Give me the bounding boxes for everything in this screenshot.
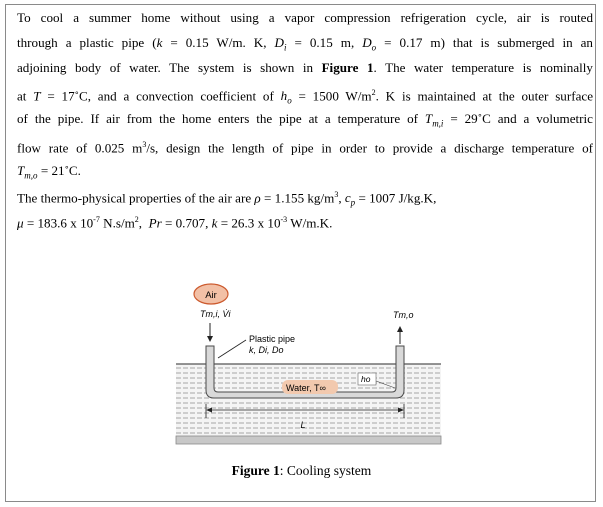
outlet-arrowhead (397, 326, 403, 332)
figure-reference: Figure 1 (321, 60, 374, 75)
problem-line-2: through a plastic pipe (k = 0.15 W/m. K, $D_i = 0.15$ m, $D_o = 0.17$ m) that is submerged in an (17, 35, 593, 53)
h-label: ho (361, 374, 371, 384)
pipe-leader-line (218, 340, 246, 358)
problem-line-9: μ = 183.6 x $10^{-7}$ $N.s/m^2$, Pr = 0.707, k = 26.3 x $10^{-3}$ W/m.K. (17, 215, 333, 231)
problem-line-1: To cool a summer home without using a vapor compression refrigeration cycle, air is routed (17, 10, 593, 25)
caption-text: : Cooling system (279, 463, 372, 478)
problem-line-6: flow rate of 0.025 $m^3/s$, design the length of pipe in order to provide a discharge temperature of (17, 140, 593, 156)
inlet-arrowhead (207, 336, 213, 342)
problem-line-4: at T = 17˚C, and a convection coefficient of $h_o = 1500$ $W/m^2$. K is maintained at the outer surface (17, 88, 594, 106)
problem-line-3a: adjoining body of water. The system is shown in (17, 60, 322, 75)
length-label: L (300, 420, 306, 430)
figure-caption (0, 463, 603, 479)
problem-line-8: The thermo-physical properties of the air are ρ = 1.155 $kg/m^3$, $c_p = 1007$ J/kg.K, (17, 190, 437, 208)
air-label: Air (205, 290, 217, 301)
problem-line-7: $T_{m,o}$ = 21˚C. (17, 163, 81, 181)
caption-prefix: Figure 1 (231, 463, 280, 478)
inlet-label: Tm,i, V̇i (200, 309, 231, 319)
water-label: Water, T∞ (286, 383, 326, 393)
ground-base (176, 436, 441, 444)
pipe-label-line-1: Plastic pipe (249, 334, 296, 344)
problem-line-3b: . The water temperature is nominally (373, 60, 593, 75)
problem-line-5: of the pipe. If air from the home enters the pipe at a temperature of $T_{m,i}$ = 29˚C and a volumetric (17, 111, 593, 129)
pipe-label-line-2: k, Di, Do (249, 345, 284, 355)
outlet-label: Tm,o (393, 310, 414, 320)
